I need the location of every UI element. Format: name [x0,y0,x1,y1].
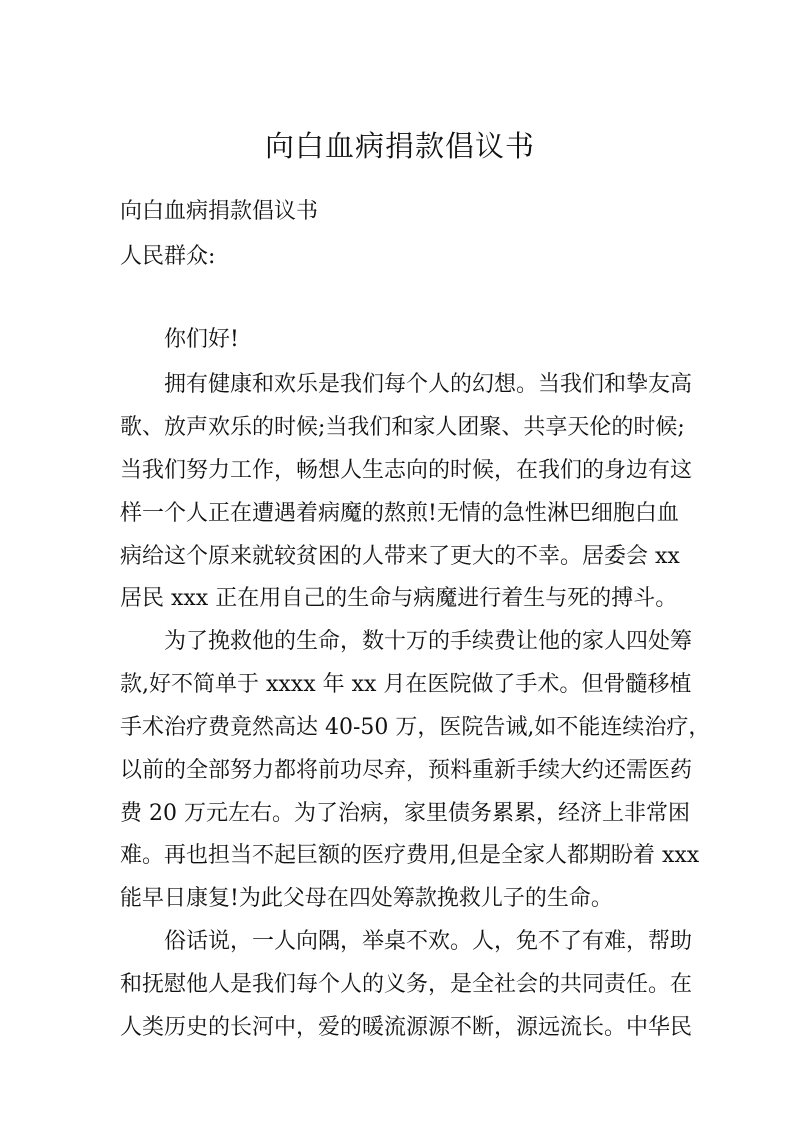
paragraph-line: 为了挽救他的生命，数十万的手续费让他的家人四处筹 [164,629,693,654]
paragraph-line: 能早日康复!为此父母在四处筹款挽救儿子的生命。 [120,886,613,911]
paragraph-line: 歌、放声欢乐的时候;当我们和家人团聚、共享天伦的时候; [120,415,685,440]
paragraph-line: 手术治疗费竟然高达 40-50 万，医院告诫,如不能连续治疗， [120,715,711,740]
paragraph-line: 人类历史的长河中，爱的暖流源源不断，源远流长。中华民 [120,1015,693,1040]
paragraph-line: 样一个人正在遭遇着病魔的熬煎!无情的急性淋巴细胞白血 [120,501,679,526]
paragraph-line: 拥有健康和欢乐是我们每个人的幻想。当我们和挚友高 [164,372,693,397]
document-title: 向白血病捐款倡议书 [264,129,535,163]
paragraph-line: 病给这个原来就较贫困的人带来了更大的不幸。居委会 xx [120,544,680,569]
paragraph-line: 当我们努力工作，畅想人生志向的时候，在我们的身边有这 [120,458,693,483]
paragraph-line: 费 20 万元左右。为了治病，家里债务累累，经济上非常困 [120,801,690,826]
paragraph-line: 款,好不简单于 xxxx 年 xx 月在医院做了手术。但骨髓移植 [120,672,692,697]
greeting-line: 你们好! [164,327,239,352]
salutation-line: 人民群众: [120,244,216,269]
paragraph-line: 居民 xxx 正在用自己的生命与病魔进行着生与死的搏斗。 [120,586,678,611]
paragraph-line: 以前的全部努力都将前功尽弃，预料重新手续大约还需医药 [120,758,693,783]
paragraph-line: 俗话说，一人向隅，举桌不欢。人，免不了有难，帮助 [164,929,693,954]
paragraph-line: 和抚慰他人是我们每个人的义务，是全社会的共同责任。在 [120,972,693,997]
subtitle-line: 向白血病捐款倡议书 [120,199,319,224]
paragraph-line: 难。再也担当不起巨额的医疗费用,但是全家人都期盼着 xxx [120,843,700,868]
